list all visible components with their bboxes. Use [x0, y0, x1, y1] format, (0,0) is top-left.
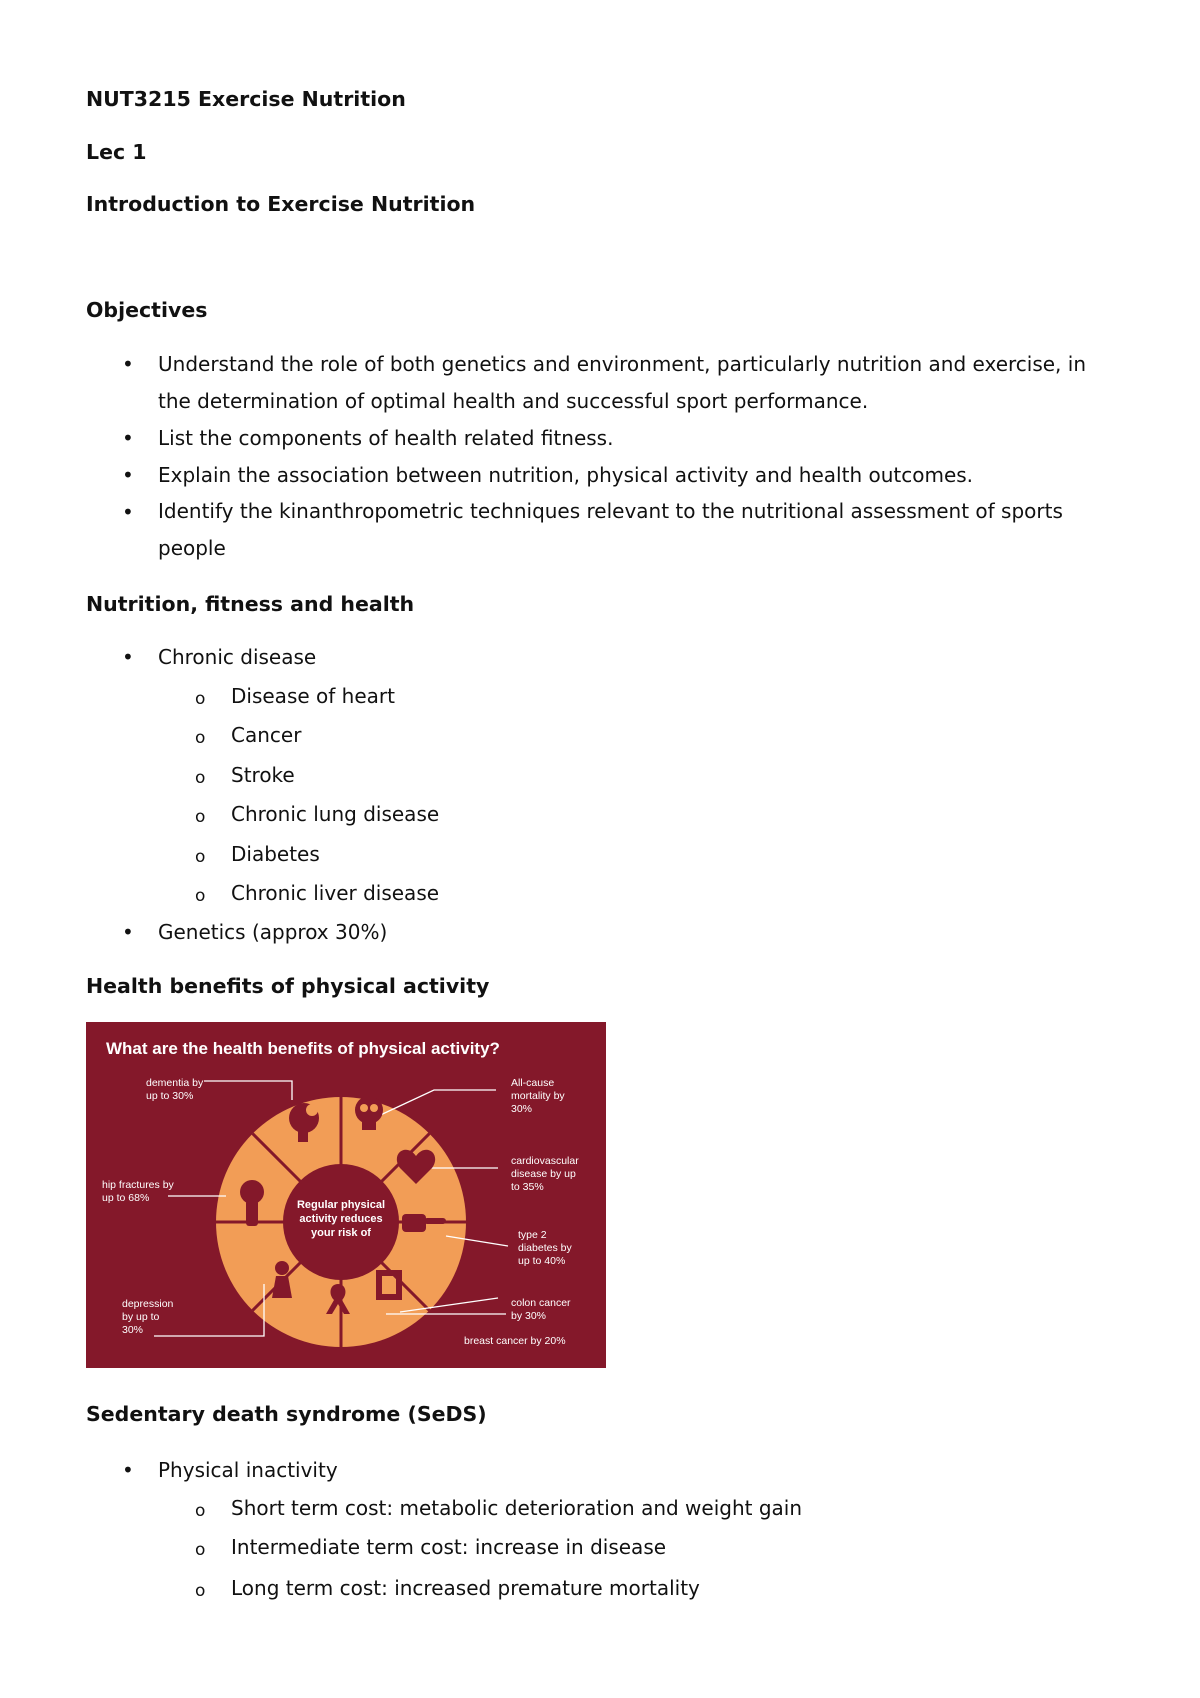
label-mortality: All-cause mortality by 30%	[511, 1077, 565, 1115]
label-dementia: dementia by up to 30%	[146, 1077, 204, 1102]
objectives-heading: Objectives	[86, 298, 208, 322]
disease-item: Chronic lung disease	[231, 802, 440, 826]
sub-bullet-icon: o	[195, 1540, 206, 1560]
disease-item: Stroke	[231, 763, 295, 787]
bullet-icon: •	[122, 500, 134, 524]
bullet-icon: •	[122, 426, 134, 450]
genetics-item: Genetics (approx 30%)	[158, 920, 388, 944]
lecture-topic: Introduction to Exercise Nutrition	[86, 192, 476, 216]
label-hip-fractures: hip fractures by up to 68%	[102, 1179, 174, 1204]
label-diabetes: type 2 diabetes by up to 40%	[518, 1229, 572, 1267]
objective-item: Understand the role of both genetics and environment, particularly nutrition and exercise, in the determination of optimal health and successful sport performance.	[158, 352, 1087, 413]
sub-bullet-icon: o	[195, 689, 206, 709]
objective-item: Identify the kinanthropometric techniques relevant to the nutritional assessment of sports people	[158, 499, 1063, 560]
bullet-icon: •	[122, 352, 134, 376]
cost-item: Intermediate term cost: increase in disease	[231, 1535, 667, 1559]
seds-heading: Sedentary death syndrome (SeDS)	[86, 1402, 487, 1426]
label-cardiovascular: cardiovascular disease by up to 35%	[511, 1155, 579, 1193]
label-depression: depression by up to 30%	[122, 1298, 174, 1336]
disease-item: Disease of heart	[231, 684, 395, 708]
nutrition-heading: Nutrition, fitness and health	[86, 592, 415, 616]
center-line: Regular physical	[296, 1199, 386, 1211]
sub-bullet-icon: o	[195, 886, 206, 906]
disease-item: Cancer	[231, 723, 302, 747]
bullet-icon: •	[122, 1458, 134, 1482]
bullet-icon: •	[122, 463, 134, 487]
sub-bullet-icon: o	[195, 847, 206, 867]
benefits-heading: Health benefits of physical activity	[86, 974, 490, 998]
sub-bullet-icon: o	[195, 807, 206, 827]
course-title: NUT3215 Exercise Nutrition	[86, 87, 406, 111]
center-line: activity reduces	[299, 1213, 383, 1225]
bullet-icon: •	[122, 645, 134, 669]
disease-item: Diabetes	[231, 842, 320, 866]
cost-item: Short term cost: metabolic deterioration and weight gain	[231, 1496, 803, 1520]
objective-item: List the components of health related fitness.	[158, 426, 614, 450]
infographic-title: What are the health benefits of physical activity?	[106, 1039, 500, 1058]
cost-item: Long term cost: increased premature mortality	[231, 1576, 700, 1600]
center-line: your risk of	[311, 1227, 371, 1239]
objective-item: Explain the association between nutrition, physical activity and health outcomes.	[158, 463, 974, 487]
sub-bullet-icon: o	[195, 768, 206, 788]
label-colon-cancer: colon cancer by 30%	[511, 1297, 571, 1322]
inactivity-item: Physical inactivity	[158, 1458, 338, 1482]
bullet-icon: •	[122, 920, 134, 944]
label-breast-cancer: breast cancer by 20%	[464, 1335, 566, 1347]
sub-bullet-icon: o	[195, 728, 206, 748]
lecture-number: Lec 1	[86, 140, 147, 164]
benefits-infographic	[86, 1022, 606, 1368]
disease-item: Chronic liver disease	[231, 881, 440, 905]
chronic-disease-item: Chronic disease	[158, 645, 317, 669]
sub-bullet-icon: o	[195, 1501, 206, 1521]
sub-bullet-icon: o	[195, 1581, 206, 1601]
